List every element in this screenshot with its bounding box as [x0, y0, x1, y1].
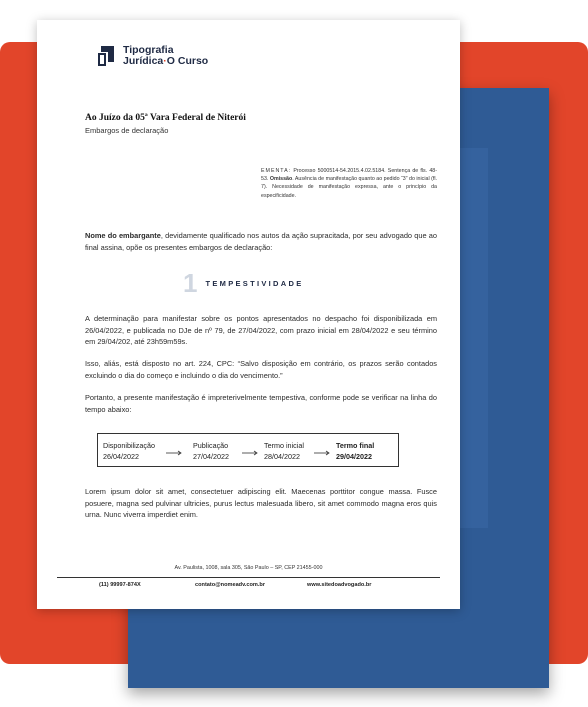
timeline-label: Termo final	[336, 441, 375, 450]
paragraph: Lorem ipsum dolor sit amet, consectetuer adipiscing elit. Maecenas porttitor congue massa. Fusce posuere, magna sed pulvinar ultricies, purus lectus malesuada libero, sit amet commodo magna eros quis urna. Nunc viverra imperdiet enim.	[85, 487, 437, 520]
section-number: 1	[183, 268, 198, 298]
paragraph: Portanto, a presente manifestação é impreterivelmente tempestiva, conforme pode se verificar na linha do tempo abaixo:	[85, 393, 437, 414]
paragraph: Isso, aliás, está disposto no art. 224, CPC: “Salvo disposição em contrário, os prazos serão contados excluindo o dia do começo e incluindo o dia do vencimento.”	[85, 359, 437, 380]
document-type: Embargos de declaração	[85, 126, 169, 135]
timeline-date: 26/04/2022	[103, 452, 139, 461]
timeline-item	[264, 440, 304, 462]
timeline-label: Termo inicial	[264, 441, 304, 450]
timeline-date: 27/04/2022	[193, 452, 229, 461]
intro-text: , devidamente qualificado nos autos da ação supracitada, por seu advogado que ao final assina, opõe os presentes embargos de declaração:	[85, 231, 437, 252]
ementa-text: . Ausência de manifestação quanto ao pedido “3” do inicial (fl. 7). Necessidade de manifestação expressa, ante o princípio da especificidade.	[261, 176, 437, 199]
timeline-item	[103, 440, 155, 462]
footer-website[interactable]: www.sitedoadvogado.br	[307, 582, 372, 588]
ementa-text: Processo 5000514-54.2015.4.02.5184. Sentença de fls. 48-53.	[261, 168, 437, 183]
arrow-right-icon	[314, 450, 330, 456]
footer-address: Av. Paulista, 1008, sala 305, São Paulo – SP, CEP 21455-000	[174, 565, 323, 571]
timeline-label: Disponibilização	[103, 441, 155, 450]
logo-separator: ·	[163, 55, 167, 67]
footer-divider	[57, 577, 440, 578]
timeline	[97, 433, 399, 467]
ementa-bold: Omissão	[269, 176, 293, 183]
timeline-date: 29/04/2022	[336, 452, 372, 461]
ementa-label: EMENTA:	[261, 168, 292, 174]
embargante-name: Nome do embargante	[85, 231, 161, 240]
logo-subtitle-b: O Curso	[166, 55, 209, 67]
section-title: TEMPESTIVIDADE	[205, 278, 304, 288]
arrow-right-icon	[166, 450, 182, 456]
timeline-item	[336, 440, 374, 462]
intro-paragraph	[85, 230, 437, 253]
arrow-right-icon	[242, 450, 258, 456]
section-heading	[183, 270, 304, 296]
footer-email[interactable]: contato@nomeadv.com.br	[195, 582, 265, 588]
timeline-label: Publicação	[193, 441, 229, 450]
document-page	[37, 20, 460, 609]
timeline-date: 28/04/2022	[264, 452, 300, 461]
paragraph: A determinação para manifestar sobre os pontos apresentados no despacho foi disponibilizada em 26/04/2022, e publicada no DJe de nº 79, de 27/04/2022, com prazo inicial em 28/04/2022 e seu término em 29/04/202, até 23h59m59s.	[85, 314, 437, 347]
logo-subtitle	[123, 56, 208, 67]
court-heading: Ao Juízo da 05ª Vara Federal de Niterói	[85, 113, 246, 123]
ementa-block	[261, 167, 437, 200]
footer-phone: (11) 99997-874X	[99, 582, 141, 588]
timeline-item	[193, 440, 229, 462]
logo-title: Tipografia	[123, 44, 174, 56]
logo	[97, 44, 208, 68]
logo-subtitle-a: Jurídica	[123, 55, 164, 67]
logo-mark-icon	[97, 44, 117, 68]
